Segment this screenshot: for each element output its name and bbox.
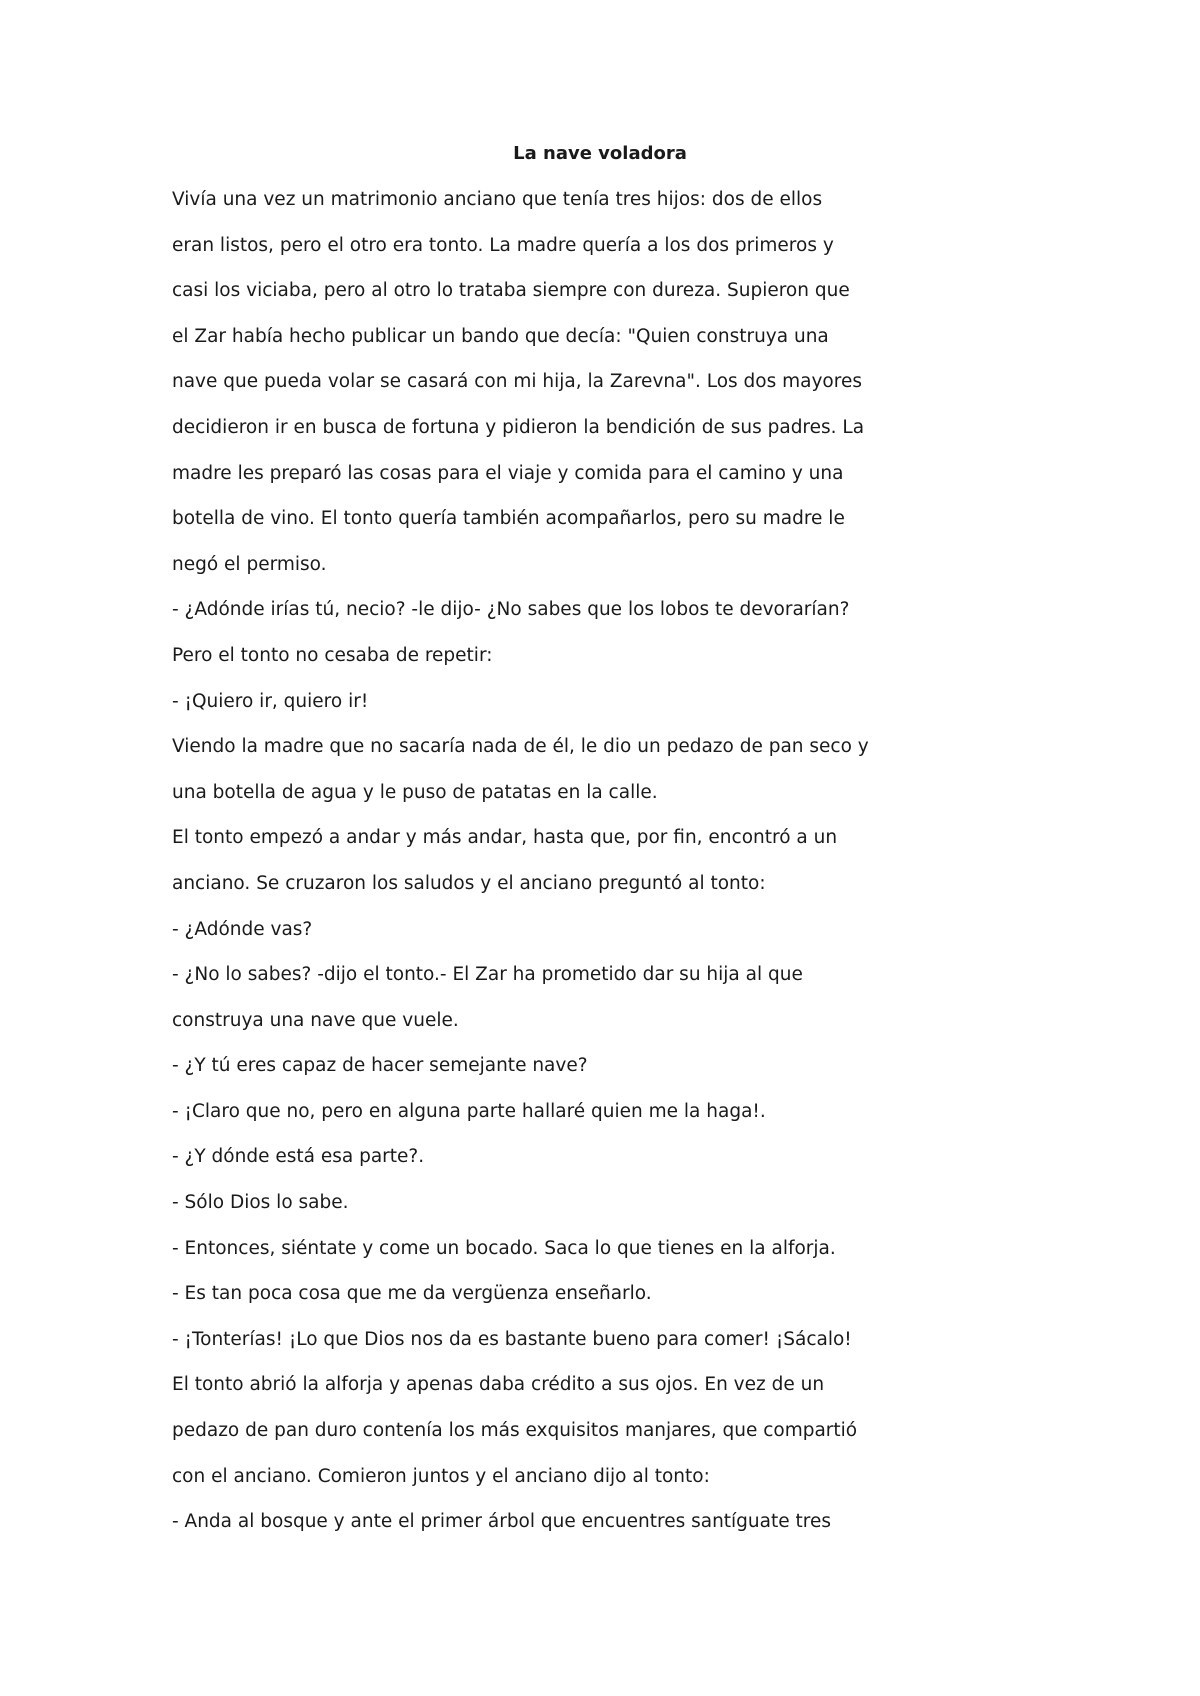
text-line: - ¿Y tú eres capaz de hacer semejante nave?	[172, 1055, 588, 1077]
text-line: nave que pueda volar se casará con mi hija, la Zarevna". Los dos mayores	[172, 371, 862, 393]
text-line: madre les preparó las cosas para el viaje y comida para el camino y una	[172, 462, 844, 484]
text-line: Viendo la madre que no sacaría nada de él, le dio un pedazo de pan seco y	[172, 736, 869, 758]
text-line: - ¿Y dónde está esa parte?.	[172, 1146, 425, 1168]
text-line: Vivía una vez un matrimonio anciano que tenía tres hijos: dos de ellos	[172, 189, 823, 210]
text-line: botella de vino. El tonto quería también acompañarlos, pero su madre le	[172, 508, 845, 530]
text-line: - ¡Tonterías! ¡Lo que Dios nos da es bastante bueno para comer! ¡Sácalo!	[172, 1328, 852, 1350]
text-line: negó el permiso.	[172, 553, 327, 575]
text-line: El tonto abrió la alforja y apenas daba crédito a sus ojos. En vez de un	[172, 1374, 825, 1396]
text-line: con el anciano. Comieron juntos y el anciano dijo al tonto:	[172, 1465, 710, 1487]
text-line: - ¿No lo sabes? -dijo el tonto.- El Zar ha prometido dar su hija al que	[172, 964, 803, 986]
text-line: decidieron ir en busca de fortuna y pidieron la bendición de sus padres. La	[172, 416, 865, 438]
text-line: - ¿Adónde irías tú, necio? -le dijo- ¿No sabes que los lobos te devorarían?	[172, 599, 850, 621]
text-line: - ¡Quiero ir, quiero ir!	[172, 690, 369, 712]
document-title: La nave voladora	[513, 143, 687, 164]
text-line: una botella de agua y le puso de patatas en la calle.	[172, 781, 658, 803]
text-line: El tonto empezó a andar y más andar, hasta que, por fin, encontró a un	[172, 827, 838, 849]
text-line: - Anda al bosque y ante el primer árbol que encuentres santíguate tres	[172, 1511, 831, 1533]
text-line: el Zar había hecho publicar un bando que decía: "Quien construya una	[172, 325, 829, 347]
text-line: pedazo de pan duro contenía los más exquisitos manjares, que compartió	[172, 1420, 858, 1442]
text-line: - ¿Adónde vas?	[172, 918, 313, 940]
text-line: - Sólo Dios lo sabe.	[172, 1192, 349, 1214]
text-line: - Entonces, siéntate y come un bocado. Saca lo que tienes en la alforja.	[172, 1237, 836, 1259]
document-body	[172, 188, 1112, 1556]
text-line: - ¡Claro que no, pero en alguna parte hallaré quien me la haga!.	[172, 1100, 766, 1122]
text-line: - Es tan poca cosa que me da vergüenza enseñarlo.	[172, 1283, 652, 1305]
text-line: casi los viciaba, pero al otro lo trataba siempre con dureza. Supieron que	[172, 280, 850, 302]
text-line: anciano. Se cruzaron los saludos y el anciano preguntó al tonto:	[172, 872, 766, 894]
text-line: construya una nave que vuele.	[172, 1009, 459, 1031]
text-line: Pero el tonto no cesaba de repetir:	[172, 644, 493, 666]
text-line: eran listos, pero el otro era tonto. La madre quería a los dos primeros y	[172, 234, 834, 256]
